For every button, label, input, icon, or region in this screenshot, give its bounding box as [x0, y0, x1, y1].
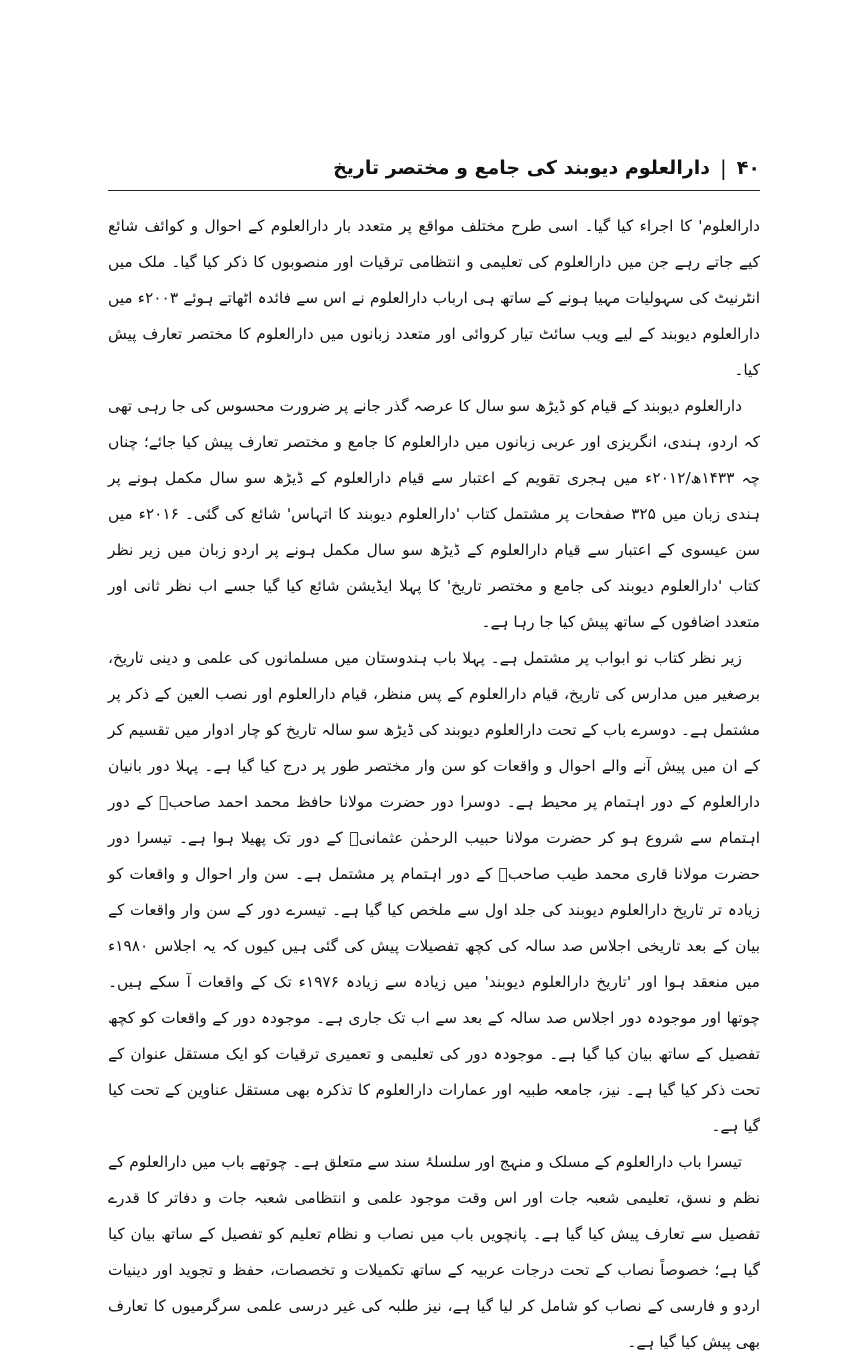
body-text	[108, 208, 760, 1360]
paragraph-2: دارالعلوم دیوبند کے قیام کو ڈیڑھ سو سال کا عرصہ گذر جانے پر ضرورت محسوس کی جا رہی تھی کہ اردو، ہندی، انگریزی اور عربی زبانوں میں دارالعلوم کا جامع و مختصر تعارف پیش کیا جائے؛ چناں چہ ۱۴۳۳ھ/۲۰۱۲ء میں ہجری تقویم کے اعتبار سے قیام دارالعلوم کے ڈیڑھ سو سال مکمل ہونے پر ہندی زبان میں ۳۲۵ صفحات پر مشتمل کتاب 'دارالعلوم دیوبند کا اتہاس' شائع کی گئی۔ ۲۰۱۶ء میں سن عیسوی کے اعتبار سے قیام دارالعلوم کے ڈیڑھ سو سال مکمل ہونے پر اردو زبان میں زیر نظر کتاب 'دارالعلوم دیوبند کی جامع و مختصر تاریخ' کا پہلا ایڈیشن شائع کیا گیا جسے اب نظر ثانی اور متعدد اضافوں کے ساتھ پیش کیا جا رہا ہے۔	[108, 397, 761, 631]
header-separator: |	[720, 156, 727, 180]
paragraph-4: تیسرا باب دارالعلوم کے مسلک و منہج اور سلسلۂ سند سے متعلق ہے۔ چوتھے باب میں دارالعلوم کے نظم و نسق، تعلیمی شعبہ جات اور اس وقت موجود علمی و انتظامی شعبہ جات و دفاتر کا قدرے تفصیل سے تعارف پیش کیا گیا ہے۔ پانچویں باب میں نصاب و نظام تعلیم کو تفصیل کے ساتھ بیان کیا گیا ہے؛ خصوصاً نصاب کے تحت درجات عربیہ کے ساتھ تکمیلات و تخصصات، حفظ و تجوید اور دینیات اردو و فارسی کے نصاب کو شامل کر لیا گیا ہے، نیز طلبہ کی غیر درسی علمی سرگرمیوں کا تعارف بھی پیش کیا گیا ہے۔	[108, 1153, 760, 1351]
running-title: دارالعلوم دیوبند کی جامع و مختصر تاریخ	[333, 157, 711, 179]
page-number: ۴۰	[736, 157, 760, 179]
paragraph-1: دارالعلوم' کا اجراء کیا گیا۔ اسی طرح مختلف مواقع پر متعدد بار دارالعلوم کے احوال و کوائف شائع کیے جاتے رہے جن میں دارالعلوم کی تعلیمی و انتظامی ترقیات اور منصوبوں کا ذکر کیا گیا۔ ملک میں انٹرنیٹ کی سہولیات مہیا ہونے کے ساتھ ہی ارباب دارالعلوم نے اس سے فائدہ اٹھاتے ہوئے ۲۰۰۳ء میں دارالعلوم دیوبند کے لیے ویب سائٹ تیار کروائی اور متعدد زبانوں میں دارالعلوم کا مختصر تعارف پیش کیا۔	[108, 217, 761, 379]
running-header	[108, 148, 760, 188]
paragraph-3: زیر نظر کتاب نو ابواب پر مشتمل ہے۔ پہلا باب ہندوستان میں مسلمانوں کی علمی و دینی تاریخ، برصغیر میں مدارس کی تاریخ، قیام دارالعلوم کے پس منظر، قیام دارالعلوم اور نصب العین کے ذکر پر مشتمل ہے۔ دوسرے باب کے تحت دارالعلوم دیوبند کی ڈیڑھ سو سالہ تاریخ کو چار ادوار میں تقسیم کر کے ان میں پیش آنے والے احوال و واقعات کو سن وار مختصر طور پر درج کیا گیا ہے۔ پہلا دور بانیان دارالعلوم کے دور اہتمام پر محیط ہے۔ دوسرا دور حضرت مولانا حافظ محمد احمد صاحبؒ کے دور اہتمام سے شروع ہو کر حضرت مولانا حبیب الرحمٰن عثمانیؒ کے دور تک پھیلا ہوا ہے۔ تیسرا دور حضرت مولانا قاری محمد طیب صاحبؒ کے دور اہتمام پر مشتمل ہے۔ سن وار احوال و واقعات کو زیادہ تر تاریخ دارالعلوم دیوبند کی جلد اول سے ملخص کیا گیا ہے۔ تیسرے دور کے سن وار واقعات کے بیان کے بعد تاریخی اجلاس صد سالہ کی کچھ تفصیلات پیش کی گئی ہیں کیوں کہ یہ اجلاس ۱۹۸۰ء میں منعقد ہوا اور 'تاریخ دارالعلوم دیوبند' میں زیادہ سے زیادہ ۱۹۷۶ء تک کے واقعات آ سکے ہیں۔ چوتھا اور موجودہ دور اجلاس صد سالہ کے بعد سے اب تک جاری ہے۔ موجودہ دور کے واقعات کو کچھ تفصیل کے ساتھ بیان کیا گیا ہے۔ موجودہ دور کی تعلیمی و تعمیری ترقیات کو ایک مستقل عنوان کے تحت ذکر کیا گیا ہے۔ نیز، جامعہ طبیہ اور عمارات دارالعلوم کا تذکرہ بھی مستقل عناوین کے تحت کیا گیا ہے۔	[108, 649, 760, 1135]
header-rule	[108, 190, 760, 191]
